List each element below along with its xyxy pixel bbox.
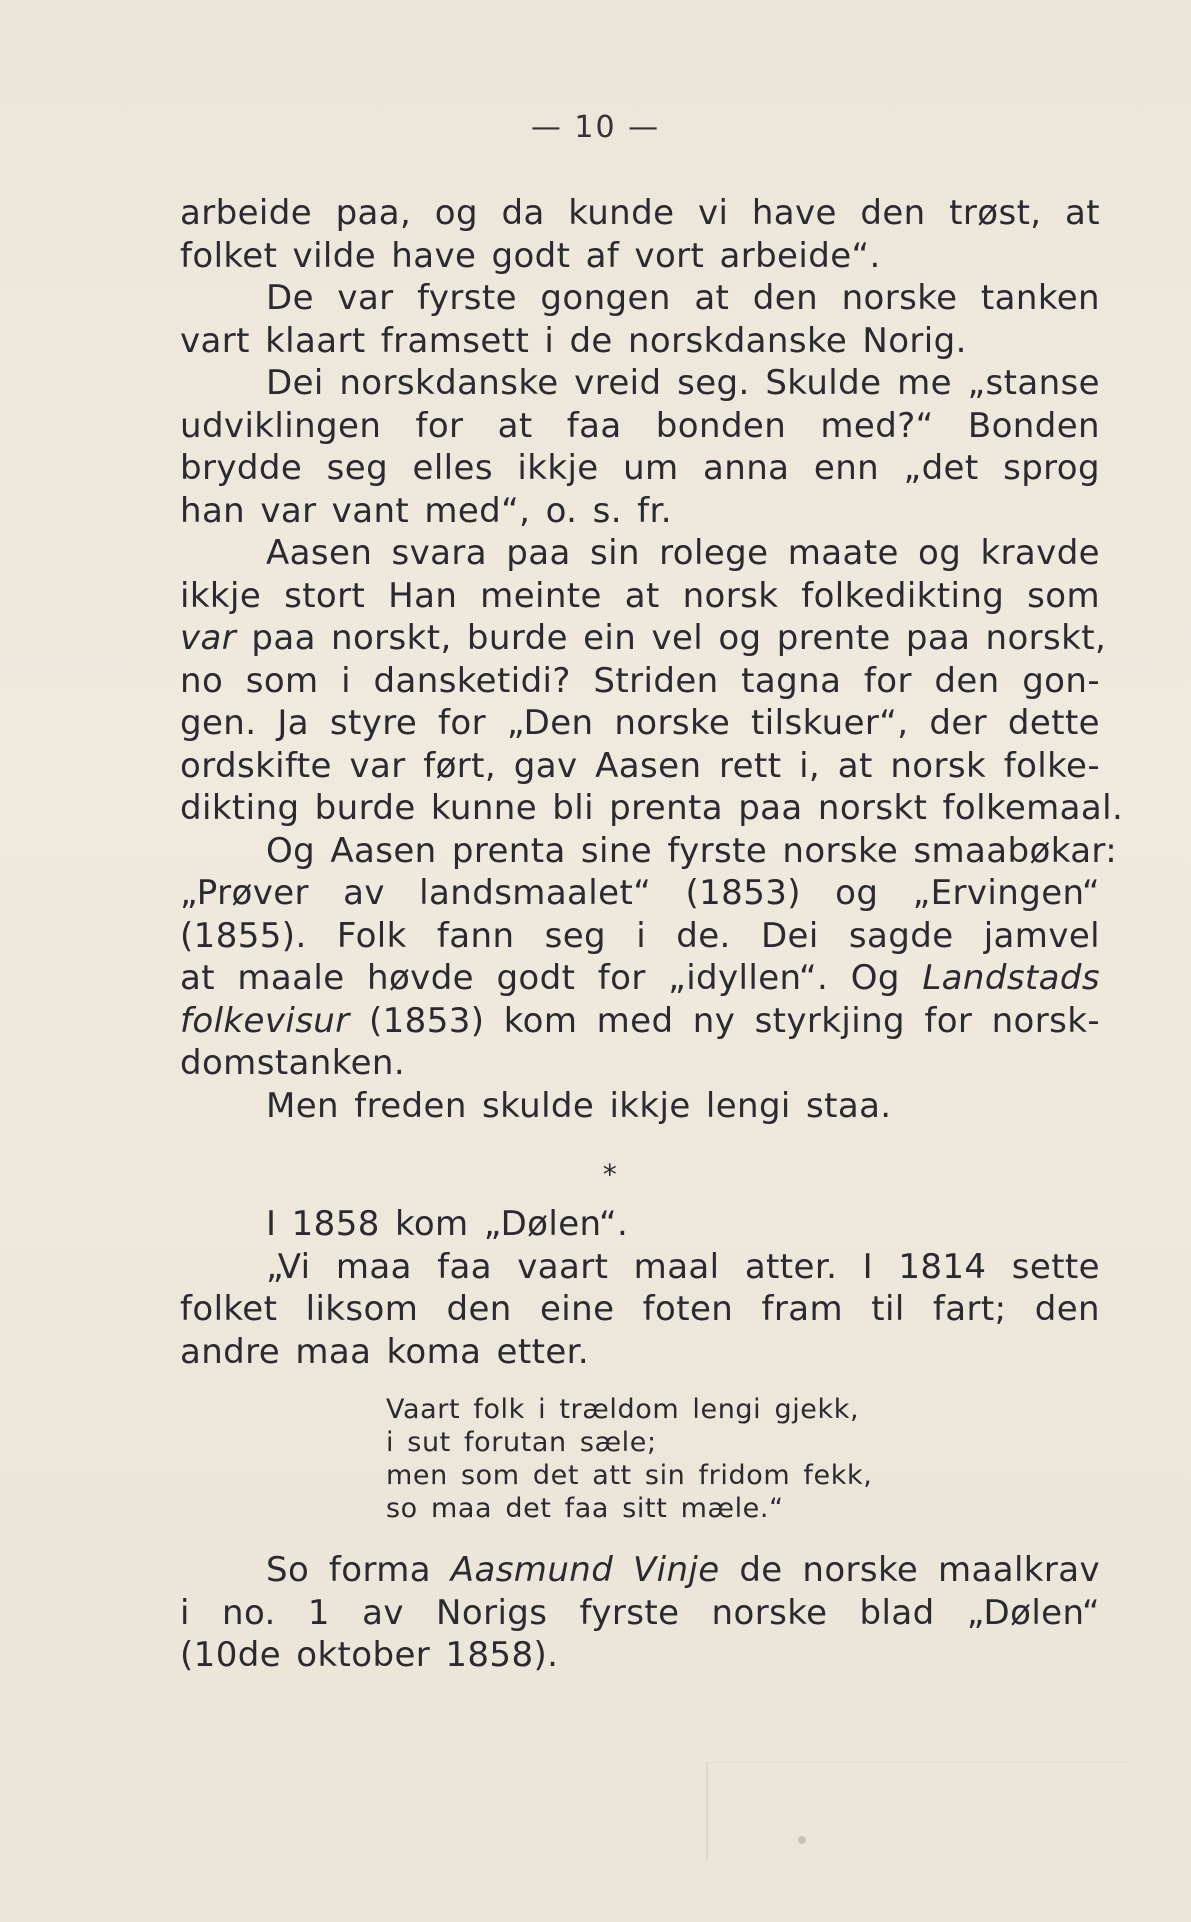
text-line: Men freden skulde ikkje lengi staa. [266,1085,892,1126]
text-line: gen. Ja styre for „Den norske tilskuer“, der dette [180,703,1100,743]
text-fragment: paa norskt, burde ein vel og prente paa norskt, [251,618,1107,658]
text-line [180,1549,1100,1592]
text-fragment: So forma [266,1550,432,1590]
text-line [180,617,1107,660]
poem-quote [180,1393,1100,1525]
text-fragment: de norske maalkrav [739,1550,1101,1590]
text-line: udviklingen for at faa bonden med?“ Bonden [180,405,1100,446]
text-line: han var vant med“, o. s. fr. [180,490,672,531]
page-number: — 10 — [530,110,661,145]
text-line: „Prøver av landsmaalet“ (1853) og „Ervingen“ [180,873,1100,913]
paragraph [180,192,1100,277]
paragraph [180,532,1124,830]
poem-line: i sut forutan sæle; [386,1427,657,1458]
poem-line: men som det att sin fridom fekk, [386,1460,873,1491]
text-line: dikting burde kunne bli prenta paa norskt folkemaal. [180,788,1124,828]
paragraph [180,1549,1100,1677]
body-text [180,192,1124,1677]
text-line: Dei norskdanske vreid seg. Skulde me „stanse [266,363,1100,403]
text-line: folket liksom den eine foten fram til fart; den [180,1289,1100,1329]
scan-artifact [798,1836,806,1844]
italic-name: Aasmund Vinje [450,1550,720,1590]
text-line [180,957,1100,1000]
paragraph [180,362,1100,532]
text-line: folket vilde have godt af vort arbeide“. [180,235,881,276]
text-line: vart klaart framsett i de norskdanske Norig. [180,320,967,361]
section-separator: * [602,1158,618,1191]
text-line [180,1000,1100,1043]
poem-line: so maa det faa sitt mæle.“ [386,1493,784,1524]
scan-artifact [706,1762,1128,1859]
text-line: Og Aasen prenta sine fyrste norske smaabøkar: [266,830,1118,871]
text-line: (1855). Folk fann seg i de. Dei sagde jamvel [180,915,1100,956]
text-line: domstanken. [180,1043,406,1083]
text-fragment: at maale høvde godt for „idyllen“. Og [180,958,900,998]
text-line: „Vi maa faa vaart maal atter. I 1814 sette [266,1246,1100,1287]
text-line: i no. 1 av Norigs fyrste norske blad „Dølen“ [180,1592,1100,1633]
paragraph [180,1203,1100,1246]
text-line: andre maa koma etter. [180,1331,590,1372]
paragraph [180,1085,1100,1128]
text-line: Aasen svara paa sin rolege maate og kravde [266,533,1100,573]
poem-line: Vaart folk i trældom lengi gjekk, [386,1394,860,1425]
paragraph [180,830,1118,1085]
paragraph [180,277,1100,362]
text-line: no som i dansketidi? Striden tagna for den gon- [180,660,1100,701]
text-line: ordskifte var ført, gav Aasen rett i, at norsk folke- [180,745,1100,786]
text-line: De var fyrste gongen at den norske tanken [266,278,1100,318]
text-line: I 1858 kom „Dølen“. [266,1204,629,1244]
italic-word: folkevisur [180,1000,350,1041]
text-line: (10de oktober 1858). [180,1635,559,1675]
text-line: arbeide paa, og da kunde vi have den trøst, at [180,193,1100,233]
text-line: ikkje stort Han meinte at norsk folkedikting som [180,575,1100,616]
paragraph [180,1246,1100,1374]
italic-word: Landstads [922,958,1100,998]
text-fragment: (1853) kom med ny styrkjing for norsk- [368,1000,1100,1041]
italic-word: var [180,618,237,658]
text-line: brydde seg elles ikkje um anna enn „det sprog [180,448,1100,488]
